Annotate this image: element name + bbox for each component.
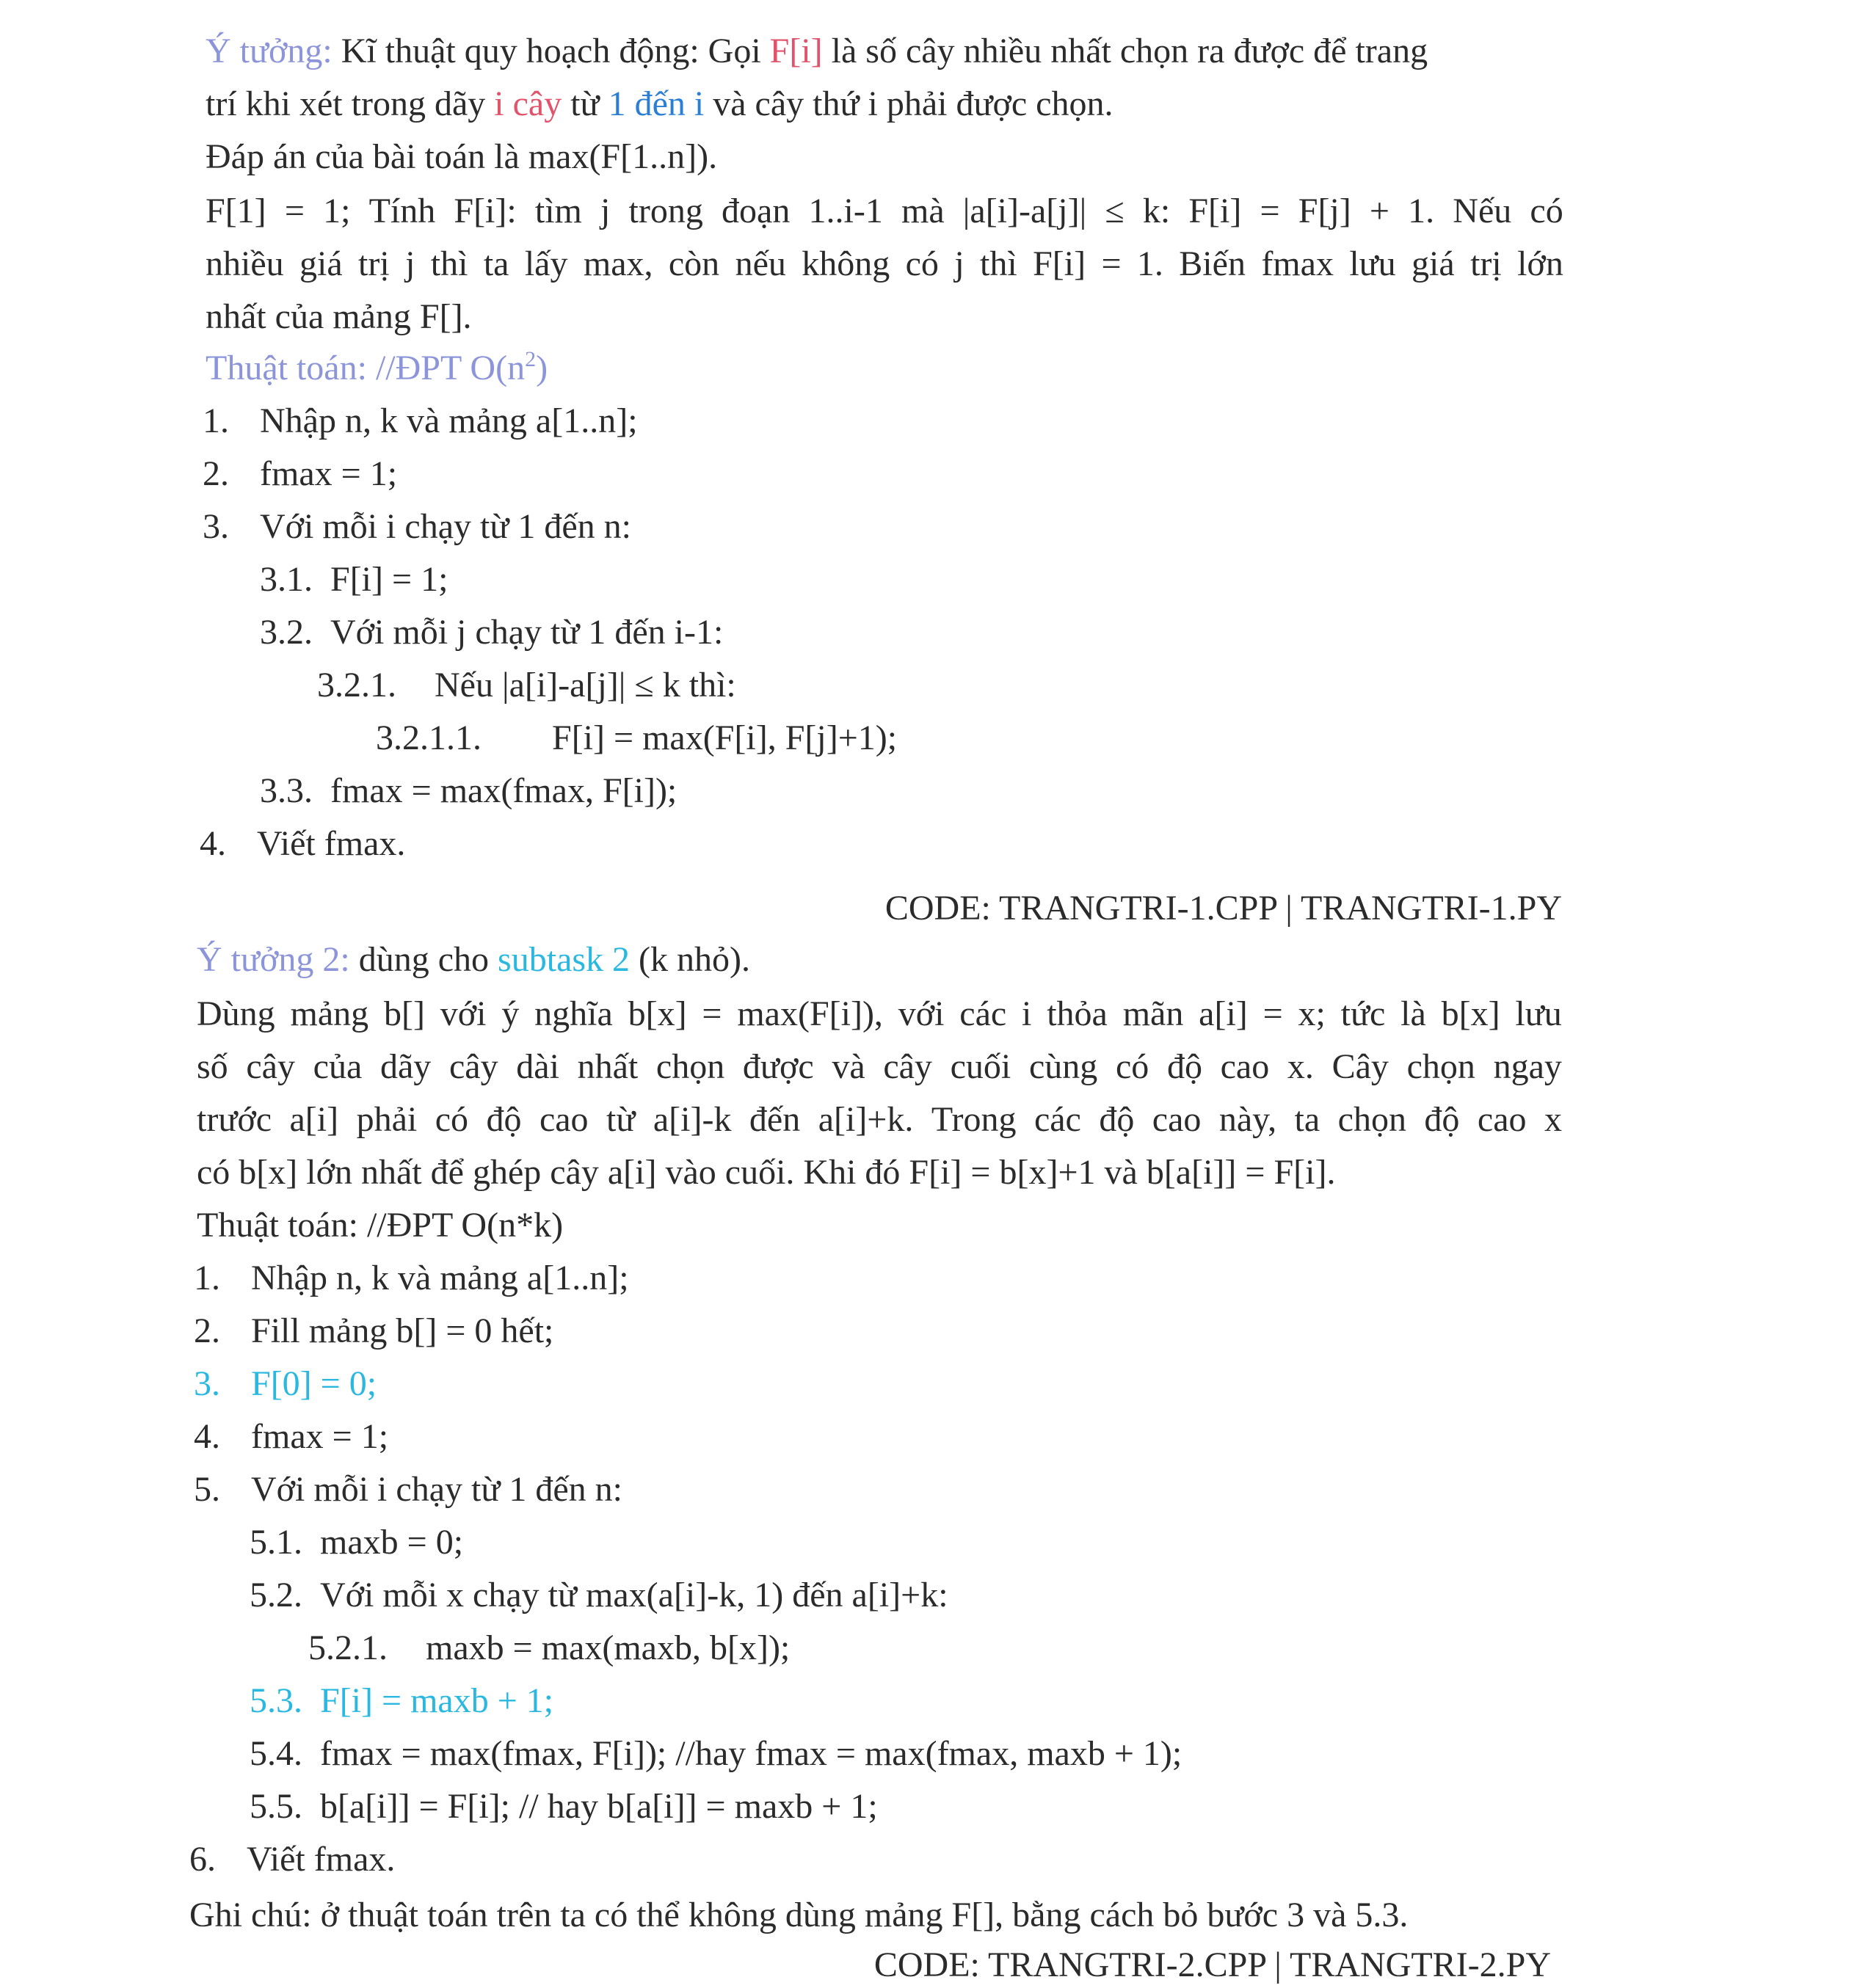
step-number: 5.4. [250,1734,302,1773]
step-item [194,1256,629,1300]
step-item [250,1679,553,1723]
step-number: 2. [194,1311,220,1350]
word: F[i]: [454,192,517,230]
algo1-heading [206,346,548,390]
word: cao [1477,1100,1527,1139]
step-text: Với mỗi j chạy từ 1 đến i-1: [330,613,724,652]
word: cây [448,1047,498,1086]
word: cuối [950,1047,1011,1086]
step-item [260,769,677,813]
word: dài [516,1047,559,1086]
step-item [203,452,397,496]
word: với [440,994,487,1033]
word: = [1263,994,1283,1033]
idea2-label: Ý tưởng 2: [197,940,350,979]
step-number: 3. [203,507,229,546]
step-text: F[i] = max(F[i], F[j]+1); [552,718,898,757]
word: đến [749,1100,801,1139]
step-text: F[0] = 0; [251,1364,377,1403]
word: nghĩa [534,994,613,1033]
word: từ [606,1100,636,1139]
word: a[i]+k. [818,1100,914,1139]
word: với [898,994,945,1033]
word: lấy [524,244,568,283]
step-item [308,1626,790,1670]
word: cao [539,1100,589,1139]
word: = [284,192,305,230]
step-number: 3.2. [260,613,313,652]
step-item [376,716,897,760]
word: ta [1294,1100,1320,1139]
step-text: F[i] = maxb + 1; [320,1681,554,1720]
step-item [203,399,638,443]
word: lớn [1517,244,1563,283]
step-item [260,558,448,602]
word: chọn [1406,1047,1475,1086]
step-text: Với mỗi i chạy từ 1 đến n: [260,507,631,546]
step-item [194,1415,388,1459]
step-text: fmax = 1; [260,454,398,493]
idea2-text: dùng cho [349,940,498,979]
word: + [1369,192,1389,230]
word: trước [197,1100,272,1139]
word: x [1544,1100,1562,1139]
step-text: Với mỗi i chạy từ 1 đến n: [251,1470,622,1509]
step-text: Viết fmax. [247,1840,396,1879]
word: tìm [534,192,582,230]
word: độ [1424,1100,1460,1139]
word: đoạn [722,192,791,230]
word: chọn [1337,1100,1406,1139]
idea2-para-line-1 [197,992,1562,1036]
word: F[i] [1033,244,1086,283]
step-text: Nhập n, k và mảng a[1..n]; [251,1259,629,1297]
step-number: 5.5. [250,1787,302,1826]
idea1-label: Ý tưởng: [206,32,333,70]
algo1-heading-text: Thuật toán: //ĐPT O(n [206,349,526,387]
idea1-text-3: trí khi xét trong dãy [206,84,495,123]
word: nhiều [206,244,284,283]
step-number: 5.2. [250,1576,302,1614]
word: có [435,1100,468,1139]
word: của [313,1047,363,1086]
step-number: 3.1. [260,560,313,599]
word: trị [1470,244,1502,283]
word: lưu [1515,994,1562,1033]
step-text: b[a[i]] = F[i]; // hay b[a[i]] = maxb + 1; [320,1787,878,1826]
step-number: 1. [203,401,229,440]
step-item [194,1362,377,1406]
algo1-heading-sup: 2 [525,347,537,371]
word: cao [1220,1047,1270,1086]
word: cây [246,1047,295,1086]
step-item [250,1573,948,1617]
word: trị [358,244,390,283]
idea1-text-5: và cây thứ i phải được chọn. [704,84,1113,123]
word: các [959,994,1007,1033]
step-text: Fill mảng b[] = 0 hết; [251,1311,554,1350]
word: cao [1152,1100,1202,1139]
word: max(F[i]), [737,994,883,1033]
algo2-heading: Thuật toán: //ĐPT O(n*k) [197,1206,564,1245]
word: mà [901,192,945,230]
step-text: Nhập n, k và mảng a[1..n]; [260,401,638,440]
step-item [203,505,631,549]
word: j [405,244,415,283]
word: mãn [1122,994,1184,1033]
step-item [250,1521,463,1565]
word: x; [1298,994,1326,1033]
calc-line-1 [206,189,1563,233]
word: x. [1287,1047,1314,1086]
step-number: 1. [194,1259,220,1297]
word: nếu [735,244,786,283]
step-item [250,1785,878,1829]
word: lưu [1349,244,1396,283]
word: Trong [931,1100,1017,1139]
word: chọn [655,1047,725,1086]
word: Biến [1179,244,1246,283]
step-item [194,1468,622,1512]
word: không [802,244,890,283]
step-text: Nếu |a[i]-a[j]| ≤ k thì: [435,666,736,704]
word: cùng [1028,1047,1098,1086]
idea1-range: 1 đến i [608,84,705,123]
step-number: 2. [203,454,229,493]
step-text: maxb = 0; [320,1523,464,1562]
word: F[i] [1188,192,1242,230]
word: 1. [1408,192,1435,230]
idea1-text-2: là số cây nhiều nhất chọn ra được để trang [822,32,1428,70]
idea1-line-2 [206,82,1113,126]
step-item [317,663,736,707]
word: b[] [383,994,425,1033]
step-item [200,822,405,866]
idea1-text: Kĩ thuật quy hoạch động: Gọi [332,32,770,70]
note-line: Ghi chú: ở thuật toán trên ta có thể không dùng mảng F[], bằng cách bỏ bước 3 và 5.3. [189,1896,1409,1934]
word: được [742,1047,814,1086]
step-number: 3.2.1. [317,666,396,704]
step-number: 3.2.1.1. [376,718,482,757]
word: độ [1099,1100,1135,1139]
word: dãy [379,1047,432,1086]
word: thỏa [1047,994,1108,1033]
idea1-i-cay: i cây [494,84,562,123]
calc-line-2 [206,242,1563,286]
word: |a[i]-a[j]| [962,192,1087,230]
word: còn [668,244,720,283]
idea1-fi: F[i] [769,32,823,70]
idea2-para-line-4: có b[x] lớn nhất để ghép cây a[i] vào cuối. Khi đó F[i] = b[x]+1 và b[a[i]] = F[i]. [197,1153,1336,1192]
word: F[1] [206,192,266,230]
step-number: 4. [200,824,226,863]
step-text: fmax = 1; [251,1417,389,1456]
step-number: 5.2.1. [308,1628,388,1667]
word: 1..i-1 [808,192,883,230]
step-text: F[i] = 1; [330,560,448,599]
word: cây [883,1047,932,1086]
word: j [600,192,611,230]
word: phải [356,1100,418,1139]
word: max, [583,244,653,283]
step-item [260,611,723,655]
word: b[x] [1441,994,1500,1033]
step-text: Viết fmax. [257,824,406,863]
word: thì [430,244,468,283]
word: i [1022,994,1032,1033]
word: j [954,244,964,283]
step-number: 3. [194,1364,220,1403]
word: độ [486,1100,522,1139]
word: Cây [1332,1047,1389,1086]
word: giá [299,244,343,283]
word: = [702,994,722,1033]
word: a[i] [289,1100,339,1139]
word: nhất [577,1047,639,1086]
word: và [832,1047,865,1086]
word: trong [628,192,703,230]
word: có [905,244,939,283]
idea2-para-line-3 [197,1098,1562,1142]
word: độ [1166,1047,1202,1086]
step-text: Với mỗi x chạy từ max(a[i]-k, 1) đến a[i]+k: [320,1576,948,1614]
step-text: fmax = max(fmax, F[i]); [330,771,677,810]
step-number: 5.1. [250,1523,302,1562]
word: 1; [323,192,351,230]
word: fmax [1261,244,1334,283]
word: a[i]-k [653,1100,732,1139]
word: a[i] [1199,994,1248,1033]
word: Dùng [197,994,275,1033]
code-ref-1: CODE: TRANGTRI-1.CPP | TRANGTRI-1.PY [884,889,1562,928]
word: là [1400,994,1426,1033]
idea1-text-4: từ [562,84,608,123]
word: k: [1142,192,1171,230]
code-ref-2: CODE: TRANGTRI-2.CPP | TRANGTRI-2.PY [873,1945,1551,1984]
step-item [194,1309,553,1353]
word: 1. [1136,244,1163,283]
word: mảng [290,994,369,1033]
word: ý [501,994,520,1033]
algo1-heading-close: ) [536,349,548,387]
step-number: 5.3. [250,1681,302,1720]
word: F[j] [1298,192,1351,230]
word: Tính [368,192,436,230]
step-number: 6. [189,1840,216,1879]
idea2-subtask: subtask 2 [498,940,631,979]
word: có [1115,1047,1149,1086]
word: Nếu [1453,192,1512,230]
calc-line-3: nhất của mảng F[]. [206,297,472,336]
step-text: fmax = max(fmax, F[i]); //hay fmax = max(fmax, maxb + 1); [320,1734,1182,1773]
step-number: 4. [194,1417,220,1456]
word: số [197,1047,228,1086]
word: các [1033,1100,1081,1139]
idea2-text-2: (k nhỏ). [630,940,751,979]
step-number: 3.3. [260,771,313,810]
step-item [250,1732,1182,1776]
word: ngay [1493,1047,1562,1086]
word: thì [980,244,1017,283]
step-text: maxb = max(maxb, b[x]); [426,1628,791,1667]
idea2-line [197,938,750,982]
step-item [189,1838,395,1882]
word: b[x] [628,994,687,1033]
word: = [1101,244,1122,283]
idea1-line-1 [206,29,1428,73]
word: ≤ [1105,192,1125,230]
word: tức [1340,994,1386,1033]
word: có [1530,192,1563,230]
idea2-para-line-2 [197,1045,1562,1089]
word: = [1260,192,1280,230]
step-number: 5. [194,1470,220,1509]
word: này, [1218,1100,1277,1139]
word: giá [1412,244,1455,283]
word: ta [483,244,509,283]
answer-line: Đáp án của bài toán là max(F[1..n]). [206,137,718,176]
